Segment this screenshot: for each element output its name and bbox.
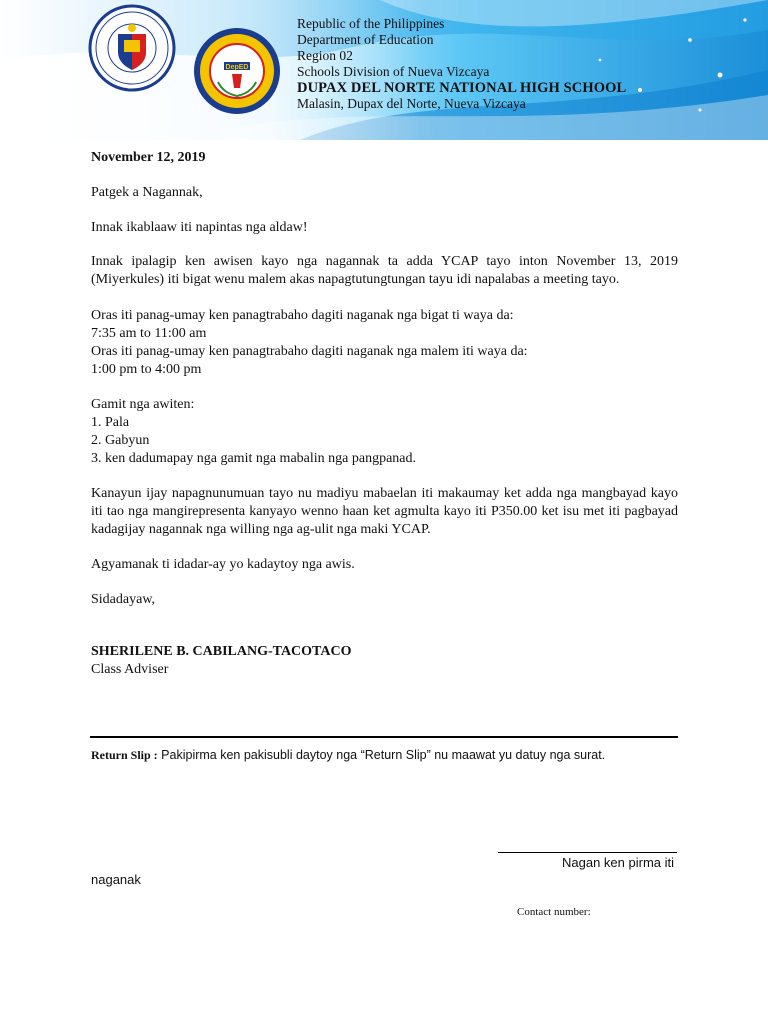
letter-date-block	[91, 149, 678, 167]
region-line: Region 02	[297, 48, 353, 63]
tools-heading: Gamit nga awiten:	[91, 397, 195, 412]
signature-block	[91, 643, 678, 679]
svg-text:DepED: DepED	[225, 64, 249, 71]
body-paragraph-2-block	[91, 485, 678, 539]
letterhead	[297, 16, 626, 112]
thanks-block	[91, 556, 678, 574]
salutation-block	[91, 184, 678, 202]
body-paragraph-1-block	[91, 253, 678, 289]
signature-line	[498, 852, 677, 853]
cut-line-divider	[90, 736, 678, 738]
thanks: Agyamanak ti idadar-ay yo kadaytoy nga awis.	[91, 557, 355, 572]
schedule-block	[91, 307, 678, 379]
tool-item: 3. ken dadumapay nga gamit nga mabalin nga pangpanad.	[91, 451, 417, 466]
schedule-line: Oras iti panag-umay ken panagtrabaho dagiti naganak nga malem iti waya da:	[91, 344, 528, 359]
signature-label: Nagan ken pirma iti	[562, 855, 674, 870]
schedule-line: 7:35 am to 11:00 am	[91, 326, 207, 341]
salutation: Patgek a Nagannak,	[91, 185, 203, 200]
signatory-name: SHERILENE B. CABILANG-TACOTACO	[91, 644, 352, 659]
tool-item: 2. Gabyun	[91, 433, 150, 448]
greeting: Innak ikablaaw iti napintas nga aldaw!	[91, 220, 308, 235]
tools-block	[91, 396, 678, 468]
school-seal-icon	[192, 26, 282, 116]
schedule-line: 1:00 pm to 4:00 pm	[91, 362, 202, 377]
school-name: DUPAX DEL NORTE NATIONAL HIGH SCHOOL	[297, 80, 627, 96]
body-paragraph-2: Kanayun ijay napagnunumuan tayo nu madiyu mabaelan iti makaumay ket adda nga mangbayad kayo iti tao nga mangirepresenta kanyayo wenno haan ket agmulta kayo iti P350.00 ket isu met iti pagbayad kadagijay nagannak nga willing nga ag-ulit nga maki YCAP.	[91, 486, 678, 537]
return-slip-text: Pakipirma ken pakisubli daytoy nga “Return Slip” nu maawat yu datuy nga surat.	[161, 748, 606, 762]
deped-seal-icon	[88, 4, 176, 92]
department-line: Department of Education	[297, 32, 434, 47]
signatory-position: Class Adviser	[91, 662, 169, 677]
school-address: Malasin, Dupax del Norte, Nueva Vizcaya	[297, 96, 526, 111]
division-line: Schools Division of Nueva Vizcaya	[297, 64, 490, 79]
closing-block	[91, 591, 678, 609]
body-paragraph-1: Innak ipalagip ken awisen kayo nga nagannak ta adda YCAP tayo inton November 13, 2019 (Miyerkules) iti bigat wenu malem akas napagtutungtungan tayu idi napalabas a meeting tayo.	[91, 254, 678, 287]
return-slip	[91, 748, 605, 763]
closing: Sidadayaw,	[91, 592, 156, 607]
tool-item: 1. Pala	[91, 415, 130, 430]
greeting-block	[91, 219, 678, 237]
signature-label-continued: naganak	[91, 872, 141, 887]
letter-date: November 12, 2019	[91, 150, 206, 165]
republic-line: Republic of the Philippines	[297, 16, 445, 31]
contact-number-label: Contact number:	[517, 906, 591, 918]
schedule-line: Oras iti panag-umay ken panagtrabaho dagiti naganak nga bigat ti waya da:	[91, 308, 514, 323]
return-slip-label: Return Slip :	[91, 748, 158, 762]
